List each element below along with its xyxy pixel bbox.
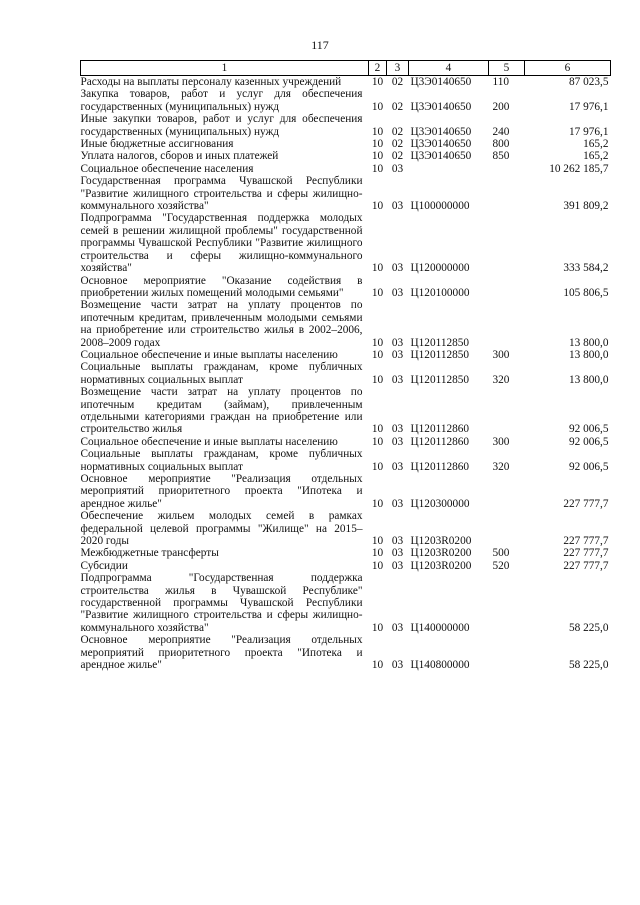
row-description: Социальное обеспечение населения	[80, 162, 254, 175]
row-expense-type: 240	[492, 125, 510, 138]
table-header	[81, 61, 611, 76]
header-cell: 2	[369, 61, 387, 76]
header-cell: 4	[409, 61, 489, 76]
table-row	[81, 634, 611, 671]
row-description: Возмещение части затрат на уплату процентов по ипотечным кредитам, привлеченным молодыми семьями на приобретение или строительство жилья в 2002–2006, 2008–2009 годах	[80, 299, 363, 349]
row-subsection: 03	[391, 547, 404, 560]
table-row	[81, 76, 611, 89]
row-target-article: Ц120300000	[410, 497, 470, 510]
row-description: Социальные выплаты гражданам, кроме публичных нормативных социальных выплат	[80, 361, 363, 386]
row-expense-type	[489, 299, 525, 349]
row-target-article: Ц1203R0200	[410, 559, 472, 572]
row-section: 10	[371, 286, 384, 299]
table-row	[81, 163, 611, 175]
row-section: 10	[371, 659, 384, 672]
row-target-article: Ц100000000	[410, 200, 470, 213]
row-subsection: 03	[391, 659, 404, 672]
row-description: Иные закупки товаров, работ и услуг для обеспечения государственных (муниципальных) нужд	[80, 113, 363, 138]
page-number: 117	[311, 38, 329, 52]
row-subsection: 03	[391, 286, 404, 299]
row-expense-type	[489, 212, 525, 274]
table-row	[81, 175, 611, 212]
row-subsection: 02	[391, 125, 404, 138]
row-section: 10	[371, 535, 384, 548]
row-section: 10	[371, 373, 384, 386]
table-row	[81, 448, 611, 473]
row-section: 10	[371, 336, 384, 349]
row-section: 10	[371, 423, 384, 436]
row-section: 10	[371, 150, 384, 163]
row-amount: 92 006,5	[568, 460, 609, 473]
table-row	[81, 510, 611, 547]
row-expense-type	[489, 510, 525, 547]
header-cell: 1	[81, 61, 369, 76]
row-target-article: Ц3Э0140650	[410, 138, 472, 151]
row-amount: 391 809,2	[563, 200, 609, 213]
row-expense-type: 500	[492, 547, 510, 560]
budget-table	[80, 60, 611, 672]
row-target-article: Ц120112860	[410, 460, 470, 473]
table-row	[81, 299, 611, 349]
row-description: Подпрограмма "Государственная поддержка строительства жилья в Чувашской Республике" государственной программы Чувашской Республики "Развитие жилищного строительства и сферы жилищно-коммунального хозяйства"	[80, 572, 363, 634]
row-section: 10	[371, 200, 384, 213]
row-section: 10	[371, 162, 384, 175]
row-target-article: Ц120000000	[410, 262, 470, 275]
table-row	[81, 113, 611, 138]
table-row	[81, 560, 611, 572]
row-section: 10	[371, 559, 384, 572]
row-expense-type	[489, 473, 525, 510]
header-cell: 3	[387, 61, 409, 76]
row-expense-type	[489, 175, 525, 212]
row-subsection: 03	[391, 373, 404, 386]
row-section: 10	[371, 435, 384, 448]
table-row	[81, 212, 611, 274]
row-target-article: Ц120112850	[410, 336, 470, 349]
table-row	[81, 572, 611, 634]
row-target-article	[409, 163, 489, 175]
row-expense-type	[489, 275, 525, 300]
row-description: Социальные выплаты гражданам, кроме публичных нормативных социальных выплат	[80, 448, 363, 473]
row-subsection: 02	[391, 138, 404, 151]
row-amount: 17 976,1	[568, 125, 609, 138]
row-amount: 58 225,0	[568, 621, 609, 634]
row-amount: 165,2	[583, 138, 609, 151]
table-row	[81, 547, 611, 559]
row-target-article: Ц3Э0140650	[410, 76, 472, 88]
row-expense-type	[489, 386, 525, 436]
row-target-article: Ц120112860	[410, 423, 470, 436]
row-description: Уплата налогов, сборов и иных платежей	[80, 150, 279, 163]
row-target-article: Ц1203R0200	[410, 547, 472, 560]
row-description: Межбюджетные трансферты	[80, 547, 219, 560]
row-amount: 92 006,5	[568, 435, 609, 448]
row-target-article: Ц3Э0140650	[410, 150, 472, 163]
row-amount: 227 777,7	[563, 535, 609, 548]
row-target-article: Ц3Э0140650	[410, 125, 472, 138]
row-target-article: Ц3Э0140650	[410, 100, 472, 113]
row-description: Субсидии	[80, 559, 128, 572]
row-subsection: 03	[391, 435, 404, 448]
row-target-article: Ц120112860	[410, 435, 470, 448]
row-section: 10	[371, 100, 384, 113]
row-amount: 58 225,0	[568, 659, 609, 672]
row-subsection: 03	[391, 497, 404, 510]
row-subsection: 03	[391, 460, 404, 473]
row-description: Обеспечение жильем молодых семей в рамках федеральной целевой программы "Жилище" на 2015–2020 годы	[80, 510, 363, 548]
row-expense-type	[489, 572, 525, 634]
row-subsection: 03	[391, 423, 404, 436]
table-row	[81, 88, 611, 113]
row-amount: 105 806,5	[563, 286, 609, 299]
table-row	[81, 436, 611, 448]
row-amount: 165,2	[583, 150, 609, 163]
row-amount: 10 262 185,7	[549, 162, 609, 175]
row-section: 10	[371, 547, 384, 560]
row-subsection: 02	[391, 150, 404, 163]
row-subsection: 03	[391, 336, 404, 349]
row-expense-type: 320	[492, 460, 510, 473]
row-description: Закупка товаров, работ и услуг для обеспечения государственных (муниципальных) нужд	[80, 88, 363, 113]
row-subsection: 03	[391, 559, 404, 572]
table-row	[81, 275, 611, 300]
row-amount: 333 584,2	[563, 262, 609, 275]
row-amount: 227 777,7	[563, 559, 609, 572]
row-subsection: 03	[391, 262, 404, 275]
row-target-article: Ц120100000	[410, 286, 470, 299]
row-expense-type: 520	[492, 559, 510, 572]
table-row	[81, 150, 611, 162]
table-row	[81, 473, 611, 510]
row-expense-type	[489, 634, 525, 671]
row-expense-type: 320	[492, 373, 510, 386]
row-amount: 92 006,5	[568, 423, 609, 436]
row-description: Основное мероприятие "Реализация отдельных мероприятий приоритетного проекта "Ипотека и арендное жилье"	[80, 473, 363, 510]
row-section: 10	[371, 460, 384, 473]
header-cell: 5	[489, 61, 525, 76]
row-description: Основное мероприятие "Реализация отдельных мероприятий приоритетного проекта "Ипотека и арендное жилье"	[80, 634, 363, 672]
row-expense-type	[489, 163, 525, 175]
header-cell: 6	[525, 61, 611, 76]
row-section: 10	[371, 138, 384, 151]
row-description: Социальное обеспечение и иные выплаты населению	[80, 348, 338, 361]
row-subsection: 03	[391, 348, 404, 361]
row-amount: 227 777,7	[563, 497, 609, 510]
row-target-article: Ц140800000	[410, 659, 470, 672]
row-section: 10	[371, 497, 384, 510]
table-body	[81, 76, 611, 672]
row-expense-type: 800	[492, 138, 510, 151]
row-amount: 17 976,1	[568, 100, 609, 113]
row-description: Расходы на выплаты персоналу казенных учреждений	[80, 76, 342, 88]
row-expense-type: 300	[492, 348, 510, 361]
row-subsection: 03	[391, 621, 404, 634]
row-description: Возмещение части затрат на уплату процентов по ипотечным кредитам (займам), привлеченным отдельными категориями граждан на приобретение или строительство жилья	[80, 386, 363, 436]
row-target-article: Ц140000000	[410, 621, 470, 634]
row-amount: 227 777,7	[563, 547, 609, 560]
table-row	[81, 138, 611, 150]
row-subsection: 02	[391, 76, 404, 88]
row-amount: 13 800,0	[568, 373, 609, 386]
row-target-article: Ц120112850	[410, 373, 470, 386]
row-description: Подпрограмма "Государственная поддержка молодых семей в решении жилищной проблемы" государственной программы Чувашской Республики "Развитие жилищного строительства и сферы жилищно-коммунального хозяйства"	[80, 212, 363, 275]
row-expense-type: 110	[492, 76, 510, 88]
row-description: Социальное обеспечение и иные выплаты населению	[80, 435, 338, 448]
table-row	[81, 386, 611, 436]
row-subsection: 03	[391, 162, 404, 175]
row-section: 10	[371, 125, 384, 138]
row-section: 10	[371, 262, 384, 275]
table-row	[81, 361, 611, 386]
row-expense-type: 200	[492, 100, 510, 113]
row-section: 10	[371, 348, 384, 361]
row-description: Государственная программа Чувашской Республики "Развитие жилищного строительства и сферы жилищно-коммунального хозяйства"	[80, 175, 363, 213]
row-target-article: Ц1203R0200	[410, 535, 472, 548]
row-description: Основное мероприятие "Оказание содействия в приобретении жилых помещений молодыми семьями"	[80, 274, 363, 299]
row-expense-type: 850	[492, 150, 510, 163]
row-subsection: 03	[391, 200, 404, 213]
row-section: 10	[371, 76, 384, 88]
row-amount: 87 023,5	[568, 76, 609, 88]
row-section: 10	[371, 621, 384, 634]
row-subsection: 03	[391, 535, 404, 548]
row-description: Иные бюджетные ассигнования	[80, 138, 234, 151]
row-target-article: Ц120112850	[410, 348, 470, 361]
row-amount: 13 800,0	[568, 336, 609, 349]
table-row	[81, 349, 611, 361]
row-subsection: 02	[391, 100, 404, 113]
row-amount: 13 800,0	[568, 348, 609, 361]
row-expense-type: 300	[492, 435, 510, 448]
